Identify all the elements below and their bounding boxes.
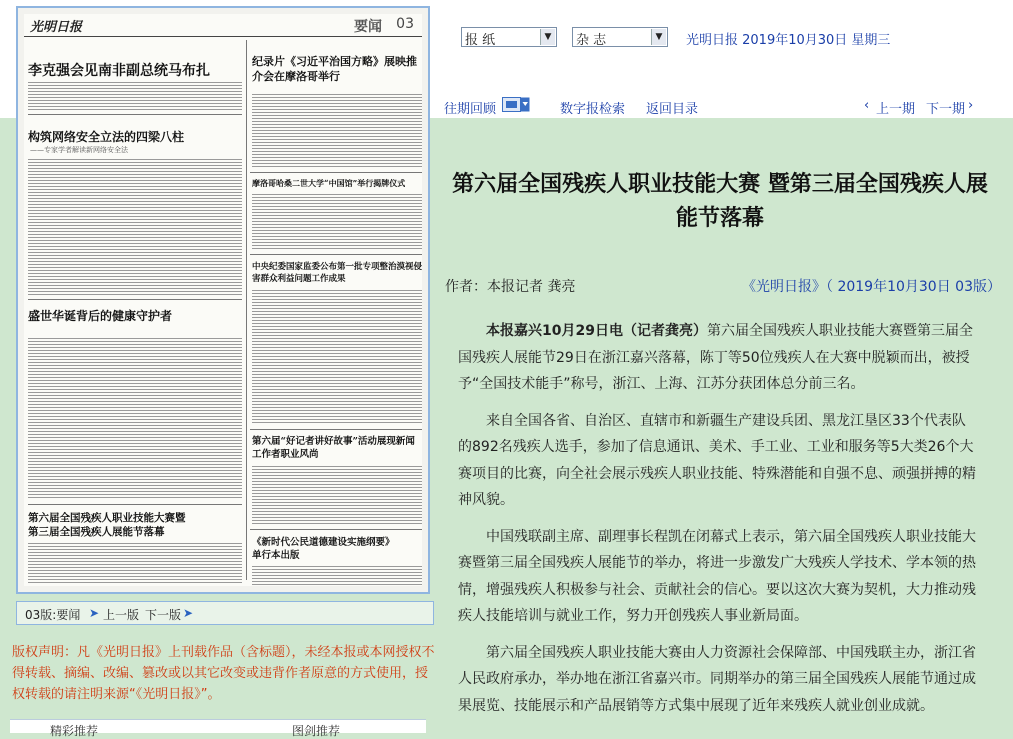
paper-headline[interactable]: 《新时代公民道德建设实施纲要》单行本出版 bbox=[252, 537, 395, 561]
archive-link[interactable]: 往期回顾 bbox=[444, 102, 497, 117]
paper-headline[interactable]: 构筑网络安全立法的四梁八柱 bbox=[28, 130, 185, 144]
paper-text-block bbox=[252, 288, 422, 425]
section-rule bbox=[250, 429, 422, 430]
paper-headline[interactable]: 第六届全国残疾人职业技能大赛暨第三届全国残疾人展能节落幕 bbox=[28, 512, 186, 538]
chevron-down-icon: ▼ bbox=[651, 29, 666, 45]
paper-section: 要闻 bbox=[354, 19, 382, 35]
paper-headline[interactable]: 纪录片《习近平治国方略》展映推介会在摩洛哥举行 bbox=[252, 55, 417, 83]
section-rule bbox=[28, 114, 242, 115]
article-source[interactable]: 《光明日报》（ 2019年10月30日 03版） bbox=[742, 279, 1001, 295]
article-lead: 本报嘉兴10月29日电（记者龚亮） bbox=[486, 323, 707, 339]
page-navigation bbox=[16, 601, 434, 625]
paper-headline[interactable]: 摩洛哥哈桑二世大学“中国馆”举行揭牌仪式 bbox=[252, 178, 406, 188]
newspaper-select[interactable] bbox=[461, 27, 557, 47]
section-rule bbox=[28, 504, 242, 505]
next-page-link[interactable]: 下一版 bbox=[145, 608, 182, 622]
paper-text-block bbox=[252, 92, 422, 168]
newspaper-select-value: 报 纸 bbox=[465, 33, 496, 48]
article-paragraph: 来自全国各省、自治区、直辖市和新疆生产建设兵团、黑龙江垦区33个代表队的892名残疾人选手，参加了信息通讯、美术、手工业、工业和服务等5大类26个大赛项目的比赛，向全社会展示残疾人职业技能、特殊潜能和自强不息、顽强拼搏的精神风貌。 bbox=[458, 412, 976, 508]
paper-text-block bbox=[252, 564, 422, 586]
article-paragraph: 第六届全国残疾人职业技能大赛由人力资源社会保障部、中国残联主办，浙江省人民政府承办，举办地在浙江省嘉兴市。同期举办的第三届全国残疾人展能节通过成果展览、技能展示和产品展销等方式集中展现了近年来残疾人就业创业成就。 bbox=[458, 644, 976, 714]
paper-headline[interactable]: 李克强会见南非副总统马布扎 bbox=[28, 63, 210, 79]
issue-date-title: 光明日报 2019年10月30日 星期三 bbox=[686, 33, 891, 48]
paper-text-block bbox=[28, 541, 242, 585]
newspaper-page-image[interactable] bbox=[24, 14, 422, 586]
article-title: 第六届全国残疾人职业技能大赛 暨第三届全国残疾人展能节落幕 bbox=[452, 172, 988, 231]
paper-text-block bbox=[252, 192, 422, 250]
paper-text-block bbox=[252, 464, 422, 526]
article-paragraph bbox=[458, 318, 978, 398]
magazine-select-value: 杂 志 bbox=[576, 33, 607, 48]
paper-header bbox=[24, 14, 422, 37]
chevron-down-icon: ▼ bbox=[540, 29, 555, 45]
paper-subhead: ——专家学者解读新网络安全法 bbox=[30, 146, 128, 154]
paper-masthead: 光明日报 bbox=[30, 20, 83, 35]
next-issue-chevron-icon: › bbox=[968, 98, 974, 113]
paper-text-block bbox=[28, 336, 242, 500]
paper-headline[interactable]: 盛世华诞背后的健康守护者 bbox=[28, 309, 173, 323]
back-to-index-link[interactable]: 返回目录 bbox=[646, 102, 699, 117]
prev-page-arrow-icon: ➤ bbox=[89, 606, 100, 620]
article-paragraph-text: 第六届全国残疾人职业技能大赛暨第三届全国残疾人展能节29日在浙江嘉兴落幕，陈丁等50位残疾人在大赛中脱颖而出，被授予“全国技术能手”称号，浙江、上海、江苏分获团体总分前三名。 bbox=[458, 323, 973, 392]
prev-issue-chevron-icon: ‹ bbox=[864, 98, 870, 113]
prev-page-link[interactable]: 上一版 bbox=[103, 608, 140, 622]
newspaper-page-frame bbox=[16, 6, 430, 594]
section-rule bbox=[250, 529, 422, 530]
digital-search-link[interactable]: 数字报检索 bbox=[560, 102, 626, 117]
article-body bbox=[458, 318, 978, 729]
paper-headline[interactable]: 中央纪委国家监委公布第一批专项整治漠视侵害群众利益问题工作成果 bbox=[252, 262, 422, 284]
section-rule bbox=[250, 172, 422, 173]
copyright-notice: 版权声明：凡《光明日报》上刊载作品（含标题），未经本报或本网授权不得转载、摘编、改编、篡改或以其它改变或违背作者原意的方式使用，授权转载的请注明来源“《光明日报》”。 bbox=[12, 645, 435, 702]
bottom-tabs bbox=[10, 719, 426, 738]
next-page-arrow-icon: ➤ bbox=[183, 606, 194, 620]
magazine-select[interactable] bbox=[572, 27, 668, 47]
calendar-icon[interactable] bbox=[502, 97, 530, 112]
next-issue-link[interactable]: 下一期 bbox=[926, 102, 966, 117]
paper-headline[interactable]: 第六届“好记者讲好故事”活动展现新闻工作者职业风尚 bbox=[252, 436, 415, 460]
paper-text-block bbox=[28, 157, 242, 295]
paper-text-block bbox=[28, 80, 242, 110]
current-page-label: 03版:要闻 bbox=[25, 608, 81, 622]
section-rule bbox=[28, 299, 242, 300]
column-rule bbox=[246, 40, 247, 580]
tab-featured[interactable]: 精彩推荐 bbox=[50, 724, 99, 738]
article-byline: 作者：本报记者 龚亮 bbox=[445, 279, 576, 295]
paper-page-number: 03 bbox=[396, 16, 414, 32]
section-rule bbox=[250, 254, 422, 255]
prev-issue-link[interactable]: 上一期 bbox=[876, 102, 916, 117]
tab-picture[interactable]: 图剑推荐 bbox=[292, 724, 341, 738]
article-paragraph: 中国残联副主席、副理事长程凯在闭幕式上表示，第六届全国残疾人职业技能大赛暨第三届全国残疾人展能节的举办，将进一步激发广大残疾人学技术、学本领的热情，增强残疾人积极参与社会、贡献社会的信心。要以这次大赛为契机，大力推动残疾人技能培训与就业工作，努力开创残疾人事业新局面。 bbox=[458, 528, 976, 624]
